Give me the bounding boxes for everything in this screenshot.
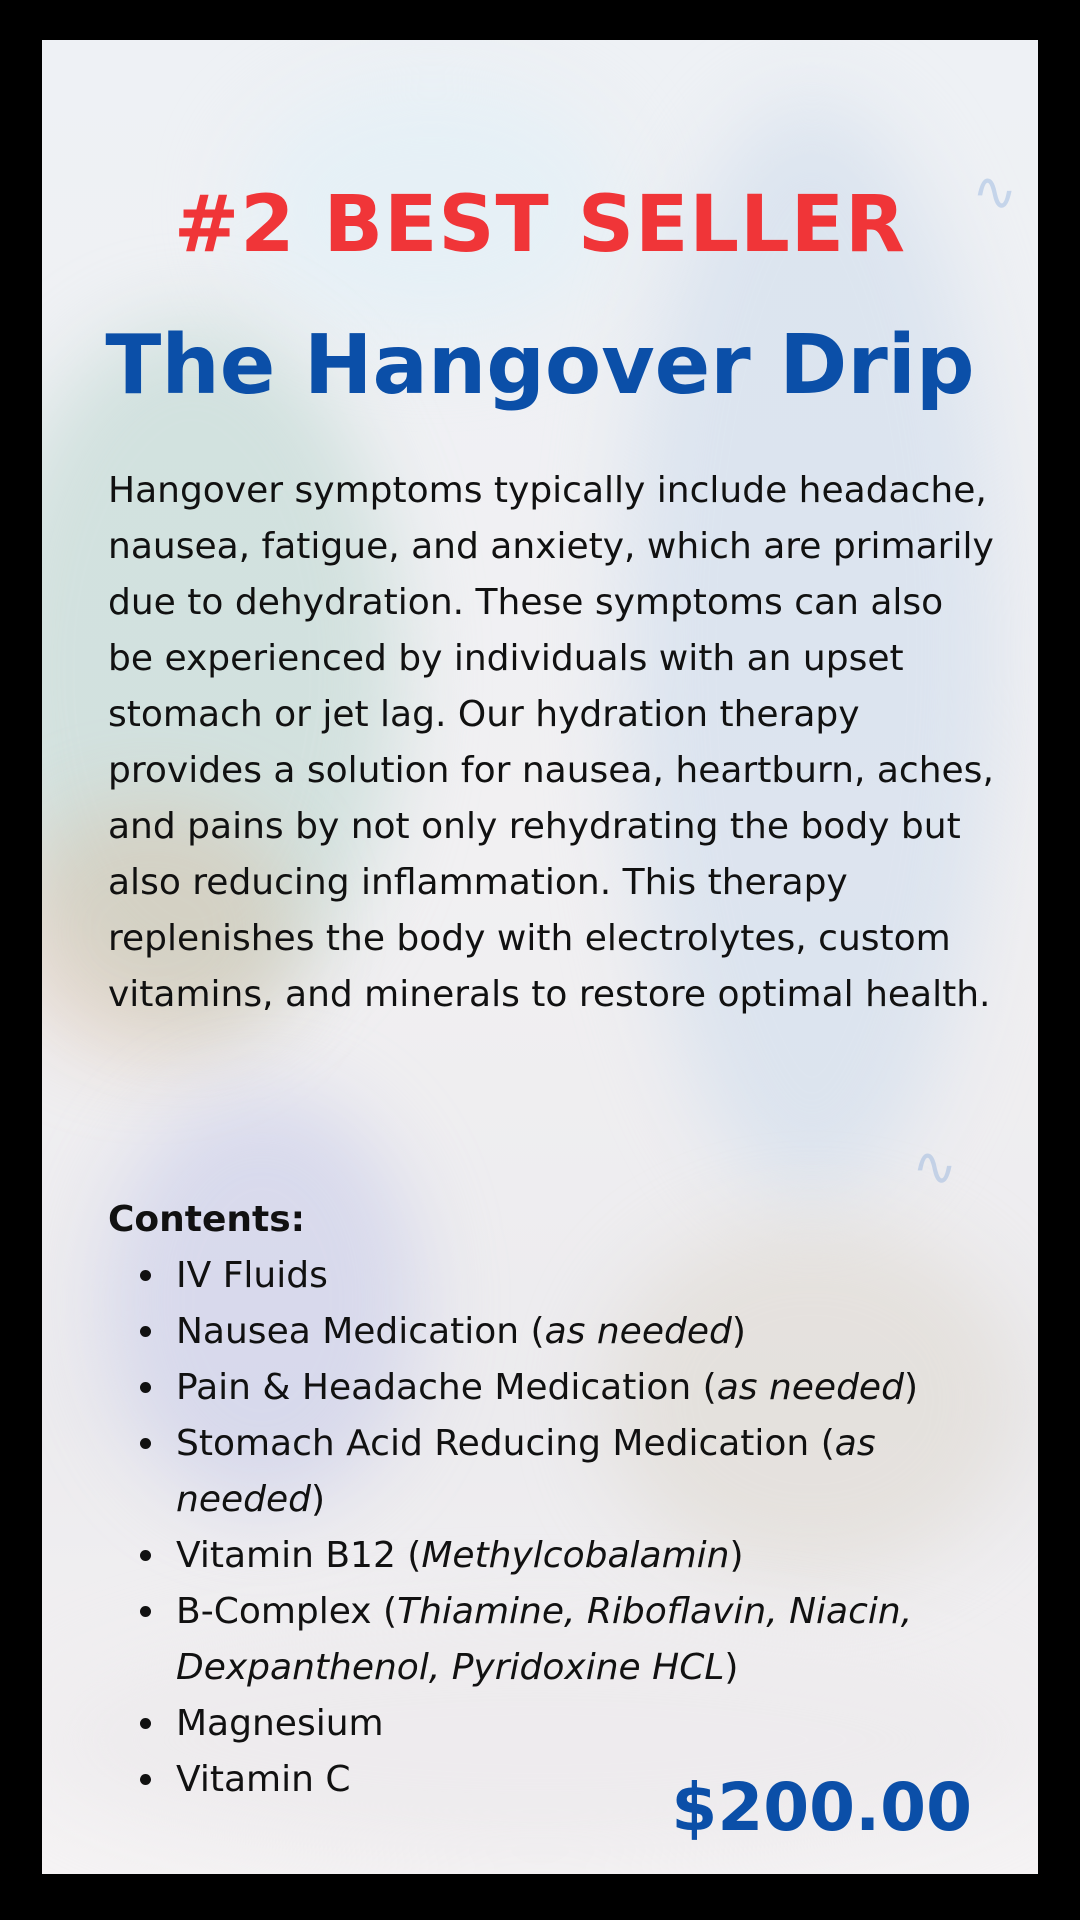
contents-item-name: Magnesium xyxy=(176,1703,384,1744)
product-description: Hangover symptoms typically include headache, nausea, fatigue, and anxiety, which are primarily due to dehydration. These symptoms can also be experienced by individuals with an upset stomach or jet lag. Our hydration therapy provides a solution for nausea, heartburn, aches, and pains by not only rehydrating the body but also reducing inflammation. This therapy replenishes the body with electrolytes, custom vitamins, and minerals to restore optimal health. xyxy=(108,470,994,1015)
contents-item-detail: as needed xyxy=(176,1423,876,1520)
contents-item-detail: Thiamine, Riboflavin, Niacin, Dexpanthenol, Pyridoxine HCL xyxy=(176,1591,913,1688)
contents-list-item: Vitamin B12 (Methylcobalamin) xyxy=(108,1528,1008,1584)
product-card xyxy=(42,40,1038,1874)
contents-item-name: Vitamin B12 xyxy=(176,1535,396,1576)
contents-item-name: Stomach Acid Reducing Medication xyxy=(176,1423,810,1464)
contents-list-item: Pain & Headache Medication (as needed) xyxy=(108,1360,1008,1416)
contents-item-name: Pain & Headache Medication xyxy=(176,1367,692,1408)
best-seller-badge: #2 BEST SELLER xyxy=(173,180,907,270)
contents-list-item: Nausea Medication (as needed) xyxy=(108,1304,1008,1360)
price-label: $200.00 xyxy=(671,1769,972,1846)
product-title: The Hangover Drip xyxy=(105,318,975,413)
contents-item-name: Nausea Medication xyxy=(176,1311,520,1352)
contents-item-detail: as needed xyxy=(544,1311,732,1352)
contents-list-item: B-Complex (Thiamine, Riboflavin, Niacin, Dexpanthenol, Pyridoxine HCL) xyxy=(108,1584,1008,1696)
iv-bag-watermark: ∿ xyxy=(912,1135,958,1198)
contents-heading: Contents: xyxy=(108,1199,306,1240)
contents-list-item xyxy=(108,1696,1008,1752)
contents-list xyxy=(108,1248,1008,1808)
contents-item-name: Vitamin C xyxy=(176,1759,351,1800)
iv-bag-watermark: ∿ xyxy=(972,160,1018,223)
contents-item-detail: Methylcobalamin xyxy=(421,1535,730,1576)
contents-list-item xyxy=(108,1248,1008,1304)
contents-item-name: B-Complex xyxy=(176,1591,372,1632)
contents-item-name: IV Fluids xyxy=(176,1255,328,1296)
contents-list-item: Stomach Acid Reducing Medication (as needed) xyxy=(108,1416,1008,1528)
card-content xyxy=(42,40,1038,1874)
contents-item-detail: as needed xyxy=(716,1367,904,1408)
